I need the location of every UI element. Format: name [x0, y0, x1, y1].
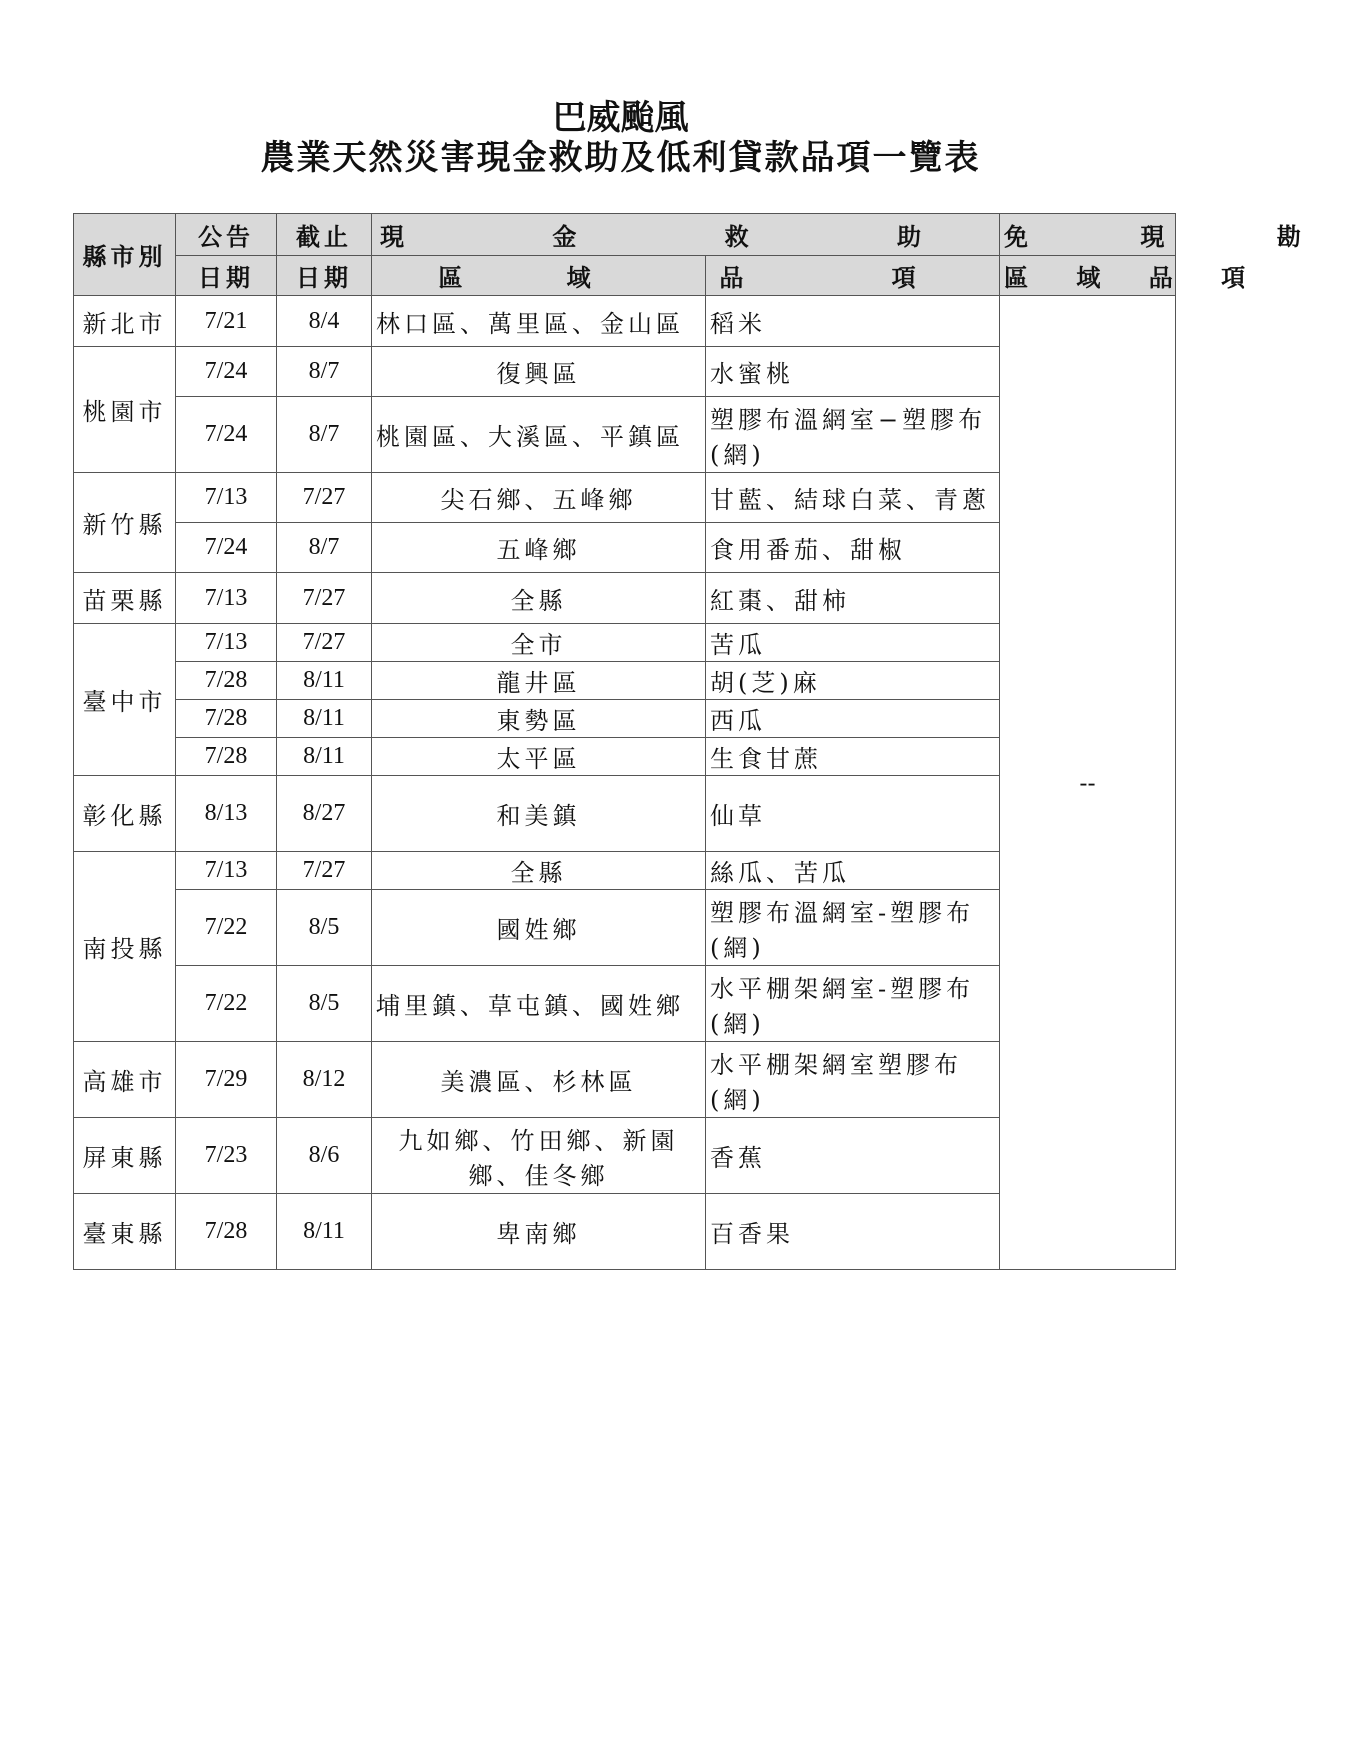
- deadline-date: 8/11: [277, 1194, 372, 1270]
- header-exempt-bottom-label: 區 域 品 項: [1004, 264, 1266, 292]
- deadline-date: 8/4: [277, 296, 372, 347]
- area-cell: 全縣: [372, 852, 706, 890]
- announce-date: 7/28: [176, 662, 277, 700]
- item-cell: 塑膠布溫網室-塑膠布(網): [706, 890, 1000, 966]
- item-cell: 胡(芝)麻: [706, 662, 1000, 700]
- header-item-label: 品 項: [719, 264, 986, 292]
- area-cell: 埔里鎮、草屯鎮、國姓鄉: [372, 966, 706, 1042]
- item-cell: 西瓜: [706, 700, 1000, 738]
- announce-date: 7/29: [176, 1042, 277, 1118]
- header-announce-top: 公告: [176, 214, 277, 256]
- header-county: 縣市別: [74, 214, 176, 296]
- deadline-date: 8/7: [277, 523, 372, 573]
- county-cell: 南投縣: [74, 852, 176, 1042]
- deadline-date: 8/11: [277, 700, 372, 738]
- header-exempt-top: [1000, 214, 1353, 256]
- header-area-label: 區 域: [438, 264, 639, 292]
- announce-date: 7/13: [176, 473, 277, 523]
- header-cash-relief: [372, 214, 1000, 256]
- county-cell: 臺東縣: [74, 1194, 176, 1270]
- announce-date: 8/13: [176, 776, 277, 852]
- deadline-date: 8/6: [277, 1118, 372, 1194]
- deadline-date: 7/27: [277, 573, 372, 624]
- announce-date: 7/22: [176, 890, 277, 966]
- announce-date: 7/24: [176, 347, 277, 397]
- county-cell: 臺中市: [74, 624, 176, 776]
- deadline-date: 7/27: [277, 852, 372, 890]
- county-cell: 高雄市: [74, 1042, 176, 1118]
- item-cell: 絲瓜、苦瓜: [706, 852, 1000, 890]
- announce-date: 7/13: [176, 624, 277, 662]
- item-cell: 苦瓜: [706, 624, 1000, 662]
- county-cell: 屏東縣: [74, 1118, 176, 1194]
- area-cell: 美濃區、杉林區: [372, 1042, 706, 1118]
- announce-date: 7/24: [176, 523, 277, 573]
- item-cell: 塑膠布溫網室−塑膠布(網): [706, 397, 1000, 473]
- item-cell: 水蜜桃: [706, 347, 1000, 397]
- item-cell: 甘藍、結球白菜、青蔥: [706, 473, 1000, 523]
- header-area: [372, 256, 706, 296]
- county-cell: 新竹縣: [74, 473, 176, 573]
- header-cash-relief-label: 現 金 救 助: [379, 223, 992, 251]
- deadline-date: 8/11: [277, 662, 372, 700]
- header-exempt-bottom: [1000, 256, 1266, 296]
- item-cell: 水平棚架網室-塑膠布(網): [706, 966, 1000, 1042]
- county-cell: 新北市: [74, 296, 176, 347]
- deadline-date: 8/5: [277, 890, 372, 966]
- relief-table: [73, 213, 1353, 1270]
- header-announce-bottom: 日期: [176, 256, 277, 296]
- area-cell: 九如鄉、竹田鄉、新園鄉、佳冬鄉: [372, 1118, 706, 1194]
- deadline-date: 7/27: [277, 473, 372, 523]
- item-cell: 百香果: [706, 1194, 1000, 1270]
- area-cell: 林口區、萬里區、金山區: [372, 296, 706, 347]
- announce-date: 7/21: [176, 296, 277, 347]
- area-cell: 尖石鄉、五峰鄉: [372, 473, 706, 523]
- deadline-date: 8/7: [277, 397, 372, 473]
- area-cell: 復興區: [372, 347, 706, 397]
- item-cell: 生食甘蔗: [706, 738, 1000, 776]
- area-cell: 東勢區: [372, 700, 706, 738]
- area-cell: 卑南鄉: [372, 1194, 706, 1270]
- area-cell: 全縣: [372, 573, 706, 624]
- announce-date: 7/13: [176, 852, 277, 890]
- item-cell: 食用番茄、甜椒: [706, 523, 1000, 573]
- deadline-date: 8/27: [277, 776, 372, 852]
- item-cell: 水平棚架網室塑膠布(網): [706, 1042, 1000, 1118]
- county-cell: 桃園市: [74, 347, 176, 473]
- header-deadline-bottom: 日期: [277, 256, 372, 296]
- item-cell: 紅棗、甜柿: [706, 573, 1000, 624]
- item-cell: 稻米: [706, 296, 1000, 347]
- area-cell: 全市: [372, 624, 706, 662]
- document-title: 巴威颱風: [552, 98, 689, 138]
- announce-date: 7/13: [176, 573, 277, 624]
- county-cell: 苗栗縣: [74, 573, 176, 624]
- announce-date: 7/23: [176, 1118, 277, 1194]
- item-cell: 仙草: [706, 776, 1000, 852]
- area-cell: 和美鎮: [372, 776, 706, 852]
- announce-date: 7/28: [176, 1194, 277, 1270]
- area-cell: 桃園區、大溪區、平鎮區: [372, 397, 706, 473]
- deadline-date: 8/11: [277, 738, 372, 776]
- announce-date: 7/22: [176, 966, 277, 1042]
- deadline-date: 8/12: [277, 1042, 372, 1118]
- area-cell: 國姓鄉: [372, 890, 706, 966]
- deadline-date: 8/7: [277, 347, 372, 397]
- item-cell: 香蕉: [706, 1118, 1000, 1194]
- document-subtitle: 農業天然災害現金救助及低利貸款品項一覽表: [260, 138, 981, 178]
- area-cell: 龍井區: [372, 662, 706, 700]
- announce-date: 7/24: [176, 397, 277, 473]
- county-cell: 彰化縣: [74, 776, 176, 852]
- deadline-date: 7/27: [277, 624, 372, 662]
- table-row: [74, 296, 1176, 347]
- header-deadline-top: 截止: [277, 214, 372, 256]
- exempt-cell: --: [1000, 296, 1176, 1270]
- area-cell: 太平區: [372, 738, 706, 776]
- announce-date: 7/28: [176, 738, 277, 776]
- deadline-date: 8/5: [277, 966, 372, 1042]
- header-exempt-top-label: 免 現 勘: [1004, 223, 1353, 251]
- area-cell: 五峰鄉: [372, 523, 706, 573]
- announce-date: 7/28: [176, 700, 277, 738]
- header-item: [706, 256, 1000, 296]
